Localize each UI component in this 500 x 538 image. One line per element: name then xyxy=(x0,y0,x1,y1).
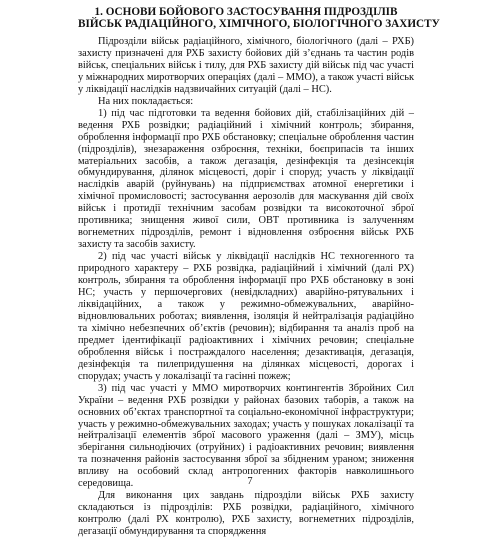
paragraph-task-3: 3) під час участі у ММО миротворчих контингентів Збройних Сил України – ведення РХБ розвідки у районах базових таборів, а також на основних об’єктах транспортної та соціально-економічної інфраструктури; участь у режимно-обмежувальних заходах; участь у пошуках локалізації та нейтралізації елементів зброї масового ураження (далі – ЗМУ), місць зберігання сильнодіючих (отруйних) і радіоактивних речовин; виявлення та позначення районів застосування зброї за збідненим ураном; зниження впливу на особовий склад антропогенних факторів навколишнього середовища. xyxy=(78,382,414,490)
body-text xyxy=(78,36,414,538)
paragraph-tasks-lead: На них покладається: xyxy=(98,95,194,107)
paragraph-task-1: 1) під час підготовки та ведення бойових дій, стабілізаційних дій – ведення РХБ розвідки; радіаційний і хімічний контроль; збирання, оброблення інформації про РХБ обстановку; спеціальне оброблення частин (підрозділів), знезараження озброєння, техніки, боєприпасів та інших матеріальних засобів, а також дегазація, дезінфекція та дезінсекція обмундирування, ділянок місцевості, доріг і споруд; участь у ліквідації наслідків аварій (руйнувань) на підприємствах атомної енергетики і хімічної промисловості; застосування аерозолів для маскування дій своїх військ і протидії технічним засобам розвідки та високоточної зброї противника; знищення живої сили, ОВТ противника із залученням вогнеметних підрозділів, ремонт і відновлення озброєння військ РХБ захисту та засобів захисту. xyxy=(78,107,414,251)
section-heading xyxy=(78,6,440,30)
heading-line-2: ВІЙСЬК РАДІАЦІЙНОГО, ХІМІЧНОГО, БІОЛОГІЧНОГО ЗАХИСТУ xyxy=(78,18,440,30)
document-page xyxy=(78,6,440,538)
paragraph-intro: Підрозділи військ радіаційного, хімічного, біологічного (далі – РХБ) захисту призначені для РХБ захисту бойових дій з’єднань та частин родів військ, спеціальних військ і тилу, для РХБ захисту дій військ під час участі у міжнародних миротворчих операціях (далі – ММО), а також участі військ у ліквідації наслідків надзвичайних ситуацій (далі – НС). xyxy=(78,36,414,95)
paragraph-structure: Для виконання цих завдань підрозділи військ РХБ захисту складаються із підрозділів: РХБ розвідки, радіаційного, хімічного контролю (далі РХ контролю), РХБ захисту, вогнеметних підрозділів, дегазації обмундирування та спорядження xyxy=(78,490,414,538)
heading-line-1: 1. ОСНОВИ БОЙОВОГО ЗАСТОСУВАННЯ ПІДРОЗДІЛІВ xyxy=(94,6,398,18)
page-number: 7 xyxy=(247,476,253,487)
paragraph-task-2: 2) під час участі військ у ліквідації наслідків НС техногенного та природного характеру – РХБ розвідка, радіаційний і хімічний (далі РХ) контроль, збирання та оброблення інформації про РХБ обстановку в зоні НС; участь у першочергових (невідкладних) аварійно-рятувальних і ліквідаційних, а також у режимно-обмежувальних, аварійно-відновлювальних роботах; виявлення, ізоляція й нейтралізація радіаційно та хімічно небезпечних об’єктів (речовин); відбирання та аналіз проб на предмет ідентифікації радіоактивних і хімічних речовин; спеціальне оброблення військ і постраждалого населення; дезактивація, дегазація, дезінфекція та пилепридушення на ділянках місцевості, дорогах і спорудах; участь у локалізації та гасінні пожеж; xyxy=(78,251,414,382)
